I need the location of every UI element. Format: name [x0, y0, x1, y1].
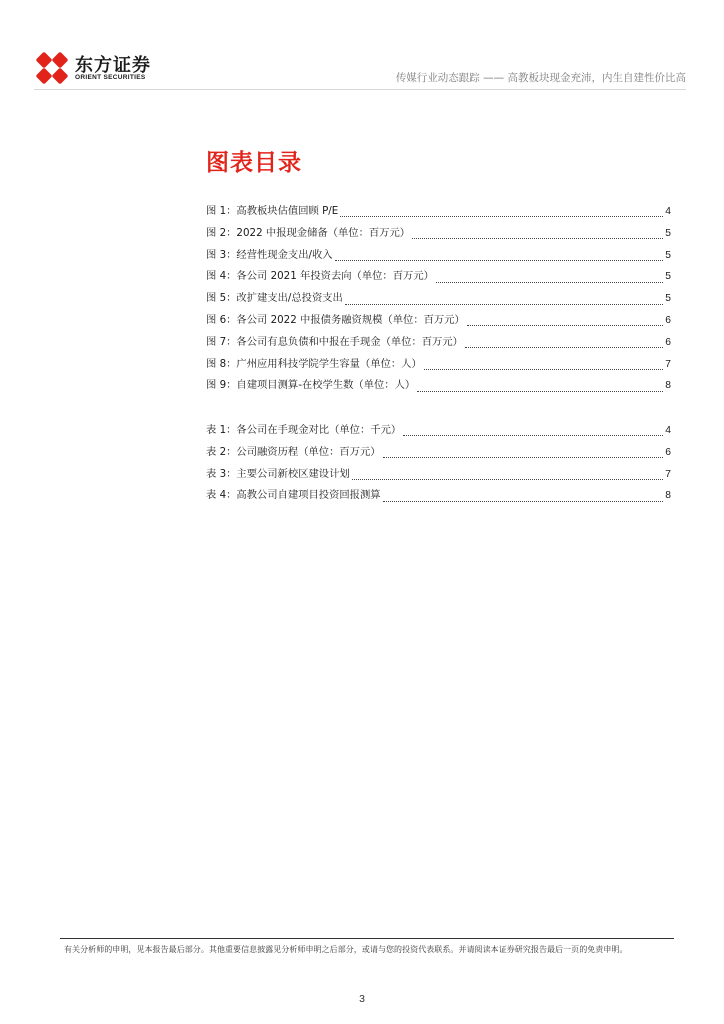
- toc-dot-leader: [345, 304, 663, 305]
- toc-dot-leader: [465, 347, 663, 348]
- toc-entry-table-2[interactable]: [206, 443, 671, 465]
- toc-dot-leader: [383, 501, 664, 502]
- toc-entry-page: 6: [665, 314, 671, 326]
- toc-entry-page: 6: [665, 336, 671, 348]
- toc-tables-list: [206, 421, 671, 508]
- toc-entry-figure-4[interactable]: [206, 267, 671, 289]
- toc-entry-page: 5: [665, 271, 671, 283]
- toc-entry-page: 5: [665, 249, 671, 261]
- toc-dot-leader: [403, 435, 663, 436]
- toc-entry-label: 图 5：改扩建支出/总投资支出: [206, 292, 343, 305]
- footer-divider: [60, 938, 674, 939]
- toc-entry-table-4[interactable]: [206, 486, 671, 508]
- toc-entry-figure-5[interactable]: [206, 289, 671, 311]
- toc-dot-leader: [335, 260, 664, 261]
- toc-entry-page: 4: [665, 425, 671, 436]
- toc-entry-label: 图 6：各公司 2022 中报债务融资规模（单位：百万元）: [206, 313, 465, 326]
- toc-entry-page: 5: [665, 227, 671, 239]
- report-header-title: 传媒行业动态跟踪 —— 高教板块现金充沛，内生自建性价比高: [395, 72, 686, 84]
- toc-entry-label: 表 3：主要公司新校区建设计划: [206, 467, 350, 480]
- toc-entry-label: 图 4：各公司 2021 年投资去向（单位：百万元）: [206, 270, 434, 283]
- toc-entry-page: 8: [665, 380, 671, 392]
- toc-entry-label: 图 9：自建项目测算-在校学生数（单位：人）: [206, 379, 416, 392]
- toc-entry-table-1[interactable]: [206, 421, 671, 443]
- toc-entry-label: 图 1：高教板块估值回顾 P/E: [206, 205, 339, 217]
- toc-entry-figure-6[interactable]: [206, 311, 671, 333]
- toc-dot-leader: [412, 238, 663, 239]
- page-number: 3: [359, 993, 365, 1005]
- logo-english-name: ORIENT SECURITIES: [75, 74, 146, 81]
- logo-chinese-name: 东方证券: [75, 55, 151, 76]
- toc-entry-table-3[interactable]: [206, 465, 671, 487]
- toc-entry-figure-8[interactable]: [206, 355, 671, 377]
- toc-dot-leader: [436, 282, 663, 283]
- toc-dot-leader: [417, 391, 663, 392]
- toc-entry-label: 图 2：2022 中报现金储备（单位：百万元）: [206, 226, 411, 239]
- toc-dot-leader: [467, 325, 663, 326]
- toc-entry-figure-9[interactable]: [206, 376, 671, 398]
- toc-entry-label: 图 7：各公司有息负债和中报在手现金（单位：百万元）: [206, 335, 463, 348]
- toc-entry-label: 图 8：广州应用科技学院学生容量（单位：人）: [206, 357, 422, 370]
- toc-entry-page: 7: [665, 468, 671, 480]
- orient-securities-logo-icon: [34, 50, 70, 86]
- toc-entry-label: 表 1：各公司在手现金对比（单位：千元）: [206, 424, 402, 436]
- toc-entry-label: 表 2：公司融资历程（单位：百万元）: [206, 445, 381, 458]
- footer-disclaimer: 有关分析师的申明，见本报告最后部分。其他重要信息披露见分析师申明之后部分，或请与您的投资代表联系。并请阅读本证券研究报告最后一页的免责申明。: [64, 945, 628, 954]
- toc-entry-label: 表 4：高教公司自建项目投资回报测算: [206, 489, 381, 502]
- toc-dot-leader: [383, 457, 664, 458]
- toc-entry-figure-7[interactable]: [206, 333, 671, 355]
- toc-dot-leader: [340, 216, 663, 217]
- toc-entry-figure-2[interactable]: [206, 224, 671, 246]
- toc-entry-page: 4: [665, 206, 671, 217]
- company-logo: [34, 48, 174, 88]
- toc-dot-leader: [352, 479, 664, 480]
- toc-dot-leader: [424, 369, 664, 370]
- header-divider: [34, 89, 686, 90]
- toc-entry-page: 8: [665, 490, 671, 502]
- toc-entry-page: 5: [665, 293, 671, 305]
- toc-entry-figure-3[interactable]: [206, 246, 671, 268]
- toc-entry-figure-1[interactable]: [206, 202, 671, 224]
- toc-entry-page: 6: [665, 446, 671, 458]
- toc-entry-label: 图 3：经营性现金支出/收入: [206, 248, 333, 261]
- toc-title: 图表目录: [206, 150, 302, 176]
- toc-entry-page: 7: [665, 358, 671, 370]
- toc-figures-list: [206, 202, 671, 398]
